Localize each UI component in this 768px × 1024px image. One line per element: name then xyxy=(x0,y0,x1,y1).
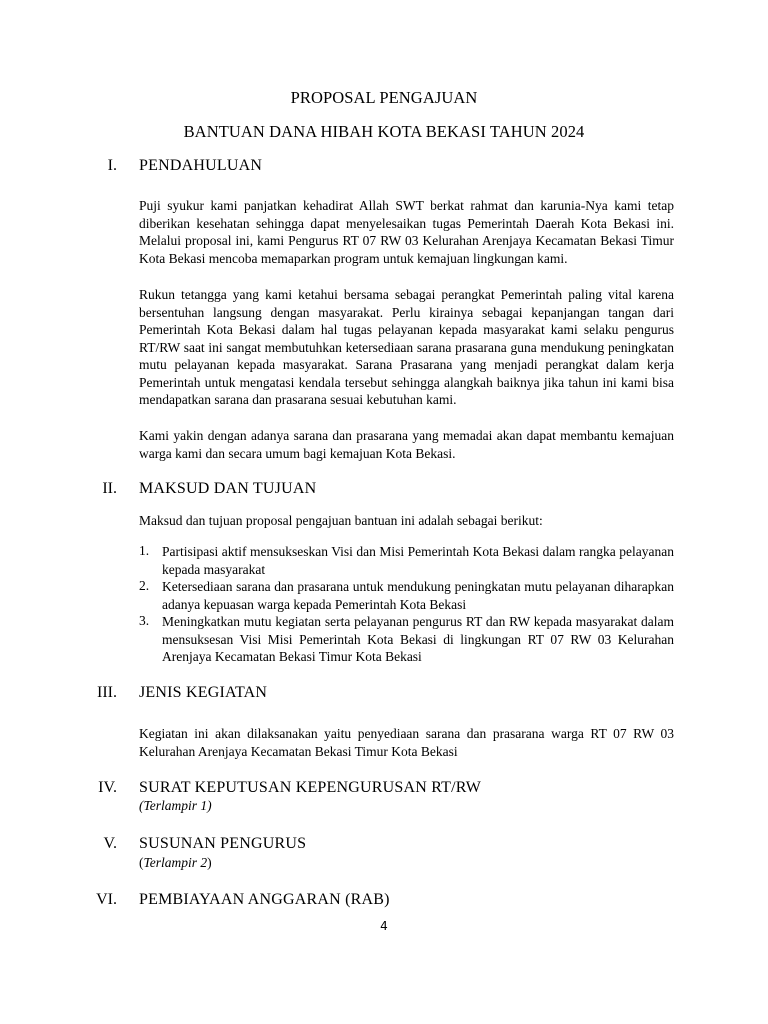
paragraph: Rukun tetangga yang kami ketahui bersama sebagai perangkat Pemerintah paling vital karena bersentuhan langsung dengan masyarakat. Perlu kirainya sebagai kepanjangan tangan dari Pemerintah Kota Bekasi dalam hal tugas pelayanan kepada masyarakat kami selaku pengurus RT/RW saat ini sangat membutuhkan ketersediaan sarana prasarana guna mendukung peningkatan mutu pelayanan kepada masyarakat. Sarana Prasarana yang menjadi perangkat dalam kerja Pemerintah untuk mengatasi kendala tersebut sehingga alangkah baiknya jika tahun ini kami bisa mendapatkan sarana dan prasarana sesuai kebutuhan kami. xyxy=(139,287,674,407)
page-number: 4 xyxy=(380,919,388,933)
list-item: Meningkatkan mutu kegiatan serta pelayanan pengurus RT dan RW kepada masyarakat dalam mensuksesan Visi Misi Pemerintah Kota Bekasi di lingkungan RT 07 RW 03 Kelurahan Arenjaya Kecamatan Bekasi Timur Kota Bekasi xyxy=(162,614,674,664)
section-number: VI. xyxy=(96,891,117,908)
list-item-number: 2. xyxy=(139,578,150,593)
section-heading: JENIS KEGIATAN xyxy=(139,684,268,701)
list-item-number: 3. xyxy=(139,613,150,628)
section-number: IV. xyxy=(98,779,117,796)
section-number: I. xyxy=(107,157,117,174)
list-intro: Maksud dan tujuan proposal pengajuan bantuan ini adalah sebagai berikut: xyxy=(139,513,543,528)
section-heading: PEMBIAYAAN ANGGARAN (RAB) xyxy=(139,891,390,908)
list-item-number: 1. xyxy=(139,543,150,558)
paragraph: Kegiatan ini akan dilaksanakan yaitu penyediaan sarana dan prasarana warga RT 07 RW 03 Kelurahan Arenjaya Kecamatan Bekasi Timur Kota Bekasi xyxy=(139,726,674,759)
attachment-note-text: Terlampir 2 xyxy=(143,855,208,870)
attachment-note xyxy=(139,855,212,871)
list-item: Partisipasi aktif mensukseskan Visi dan Misi Pemerintah Kota Bekasi dalam rangka pelayanan kepada masyarakat xyxy=(162,544,674,577)
paragraph: Kami yakin dengan adanya sarana dan prasarana yang memadai akan dapat membantu kemajuan warga kami dan secara umum bagi kemajuan Kota Bekasi. xyxy=(139,428,674,461)
paren-close: ) xyxy=(207,855,212,870)
section-number: II. xyxy=(102,480,117,497)
attachment-note: (Terlampir 1) xyxy=(139,798,212,813)
proposal-subtitle: BANTUAN DANA HIBAH KOTA BEKASI TAHUN 2024 xyxy=(183,122,585,141)
list-item: Ketersediaan sarana dan prasarana untuk mendukung peningkatan mutu pelayanan diharapkan adanya kepuasan warga kepada Pemerintah Kota Bekasi xyxy=(162,579,674,612)
paren-open: ( xyxy=(139,855,144,870)
section-number: V. xyxy=(103,835,117,852)
section-heading: MAKSUD DAN TUJUAN xyxy=(139,480,317,497)
proposal-title: PROPOSAL PENGAJUAN xyxy=(290,88,478,107)
section-heading: SURAT KEPUTUSAN KEPENGURUSAN RT/RW xyxy=(139,779,482,796)
paragraph: Puji syukur kami panjatkan kehadirat Allah SWT berkat rahmat dan karunia-Nya kami tetap diberikan kesehatan sehingga dapat menyelesaikan tugas Pemerintah Daerah Kota Bekasi ini. Melalui proposal ini, kami Pengurus RT 07 RW 03 Kelurahan Arenjaya Kecamatan Bekasi Timur Kota Bekasi mencoba memaparkan program untuk kemajuan lingkungan kami. xyxy=(139,198,674,266)
section-heading: PENDAHULUAN xyxy=(139,157,263,174)
section-number: III. xyxy=(97,684,117,701)
section-heading: SUSUNAN PENGURUS xyxy=(139,835,307,852)
